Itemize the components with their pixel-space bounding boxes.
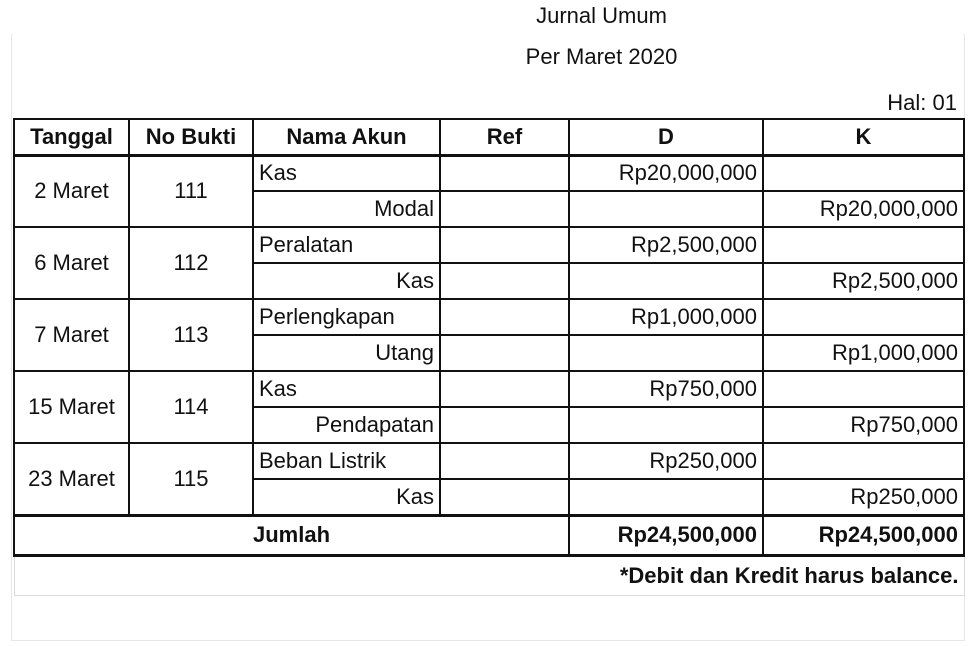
table-header-row <box>14 119 964 155</box>
entry-date: 7 Maret <box>14 299 129 371</box>
debit-account-name: Kas <box>253 155 440 191</box>
kredit-amount: Rp20,000,000 <box>763 191 964 227</box>
col-header-debit: D <box>569 119 763 155</box>
note-row <box>14 555 964 595</box>
debit-amount: Rp250,000 <box>569 443 763 479</box>
kredit-account-name: Pendapatan <box>253 407 440 443</box>
kredit-amount: Rp2,500,000 <box>763 263 964 299</box>
debit-empty-cell <box>569 263 763 299</box>
table-row <box>14 371 964 407</box>
debit-amount: Rp750,000 <box>569 371 763 407</box>
kredit-amount: Rp250,000 <box>763 479 964 515</box>
journal-title: Jurnal Umum <box>536 3 667 28</box>
kredit-empty-cell <box>763 371 964 407</box>
debit-amount: Rp1,000,000 <box>569 299 763 335</box>
col-header-tanggal: Tanggal <box>14 119 129 155</box>
kredit-ref <box>440 479 569 515</box>
debit-amount: Rp2,500,000 <box>569 227 763 263</box>
table-row <box>14 443 964 479</box>
kredit-empty-cell <box>763 227 964 263</box>
debit-account-name: Perlengkapan <box>253 299 440 335</box>
debit-account-name: Kas <box>253 371 440 407</box>
debit-account-name: Peralatan <box>253 227 440 263</box>
kredit-account-name: Kas <box>253 479 440 515</box>
entry-voucher-number: 115 <box>129 443 253 515</box>
kredit-ref <box>440 263 569 299</box>
kredit-amount: Rp1,000,000 <box>763 335 964 371</box>
debit-ref <box>440 227 569 263</box>
entry-voucher-number: 113 <box>129 299 253 371</box>
table-row <box>14 155 964 191</box>
debit-empty-cell <box>569 335 763 371</box>
entry-date: 6 Maret <box>14 227 129 299</box>
kredit-empty-cell <box>763 299 964 335</box>
entry-date: 2 Maret <box>14 155 129 227</box>
kredit-account-name: Kas <box>253 263 440 299</box>
entry-voucher-number: 114 <box>129 371 253 443</box>
col-header-kredit: K <box>763 119 964 155</box>
balance-note: *Debit dan Kredit harus balance. <box>14 555 964 595</box>
kredit-ref <box>440 191 569 227</box>
kredit-ref <box>440 407 569 443</box>
kredit-amount: Rp750,000 <box>763 407 964 443</box>
kredit-ref <box>440 335 569 371</box>
general-journal-table <box>13 118 965 596</box>
entry-voucher-number: 111 <box>129 155 253 227</box>
col-header-no-bukti: No Bukti <box>129 119 253 155</box>
debit-ref <box>440 443 569 479</box>
debit-empty-cell <box>569 191 763 227</box>
journal-period: Per Maret 2020 <box>525 44 678 69</box>
kredit-empty-cell <box>763 155 964 191</box>
col-header-nama-akun: Nama Akun <box>253 119 440 155</box>
debit-ref <box>440 371 569 407</box>
kredit-account-name: Modal <box>253 191 440 227</box>
kredit-empty-cell <box>763 443 964 479</box>
debit-account-name: Beban Listrik <box>253 443 440 479</box>
debit-empty-cell <box>569 479 763 515</box>
total-label: Jumlah <box>14 515 569 555</box>
col-header-ref: Ref <box>440 119 569 155</box>
total-kredit: Rp24,500,000 <box>763 515 964 555</box>
page-number: Hal: 01 <box>887 90 957 115</box>
debit-empty-cell <box>569 407 763 443</box>
total-row <box>14 515 964 555</box>
kredit-account-name: Utang <box>253 335 440 371</box>
entry-date: 15 Maret <box>14 371 129 443</box>
total-debit: Rp24,500,000 <box>569 515 763 555</box>
entry-voucher-number: 112 <box>129 227 253 299</box>
debit-ref <box>440 299 569 335</box>
debit-ref <box>440 155 569 191</box>
table-row <box>14 299 964 335</box>
entry-date: 23 Maret <box>14 443 129 515</box>
debit-amount: Rp20,000,000 <box>569 155 763 191</box>
table-row <box>14 227 964 263</box>
